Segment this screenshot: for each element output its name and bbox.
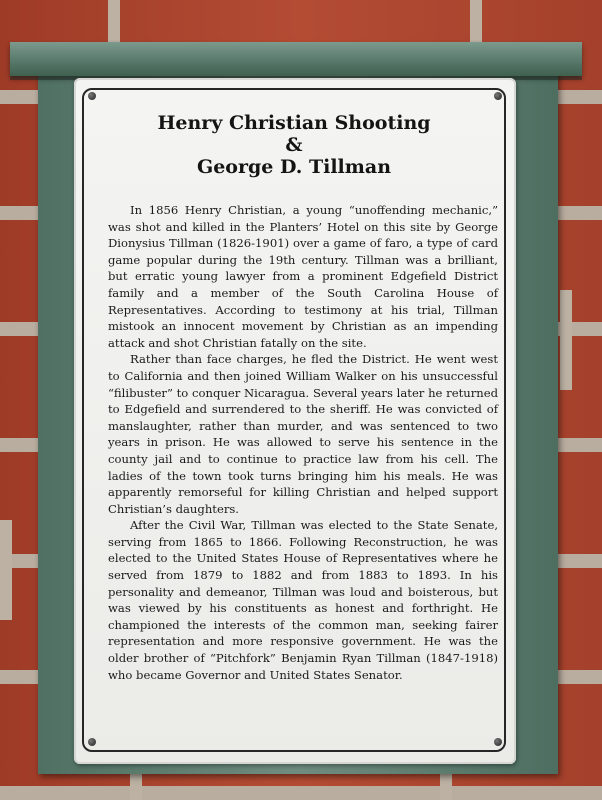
paragraph-1: In 1856 Henry Christian, a young “unoffending mechanic,” was shot and killed in the Planters’ Hotel on this site by George Dionysius Tillman (1826-1901) over a game of faro, a type of card game popular during the 19th century. Tillman was a brilliant, but erratic young lawyer from a prominent Edgefield District family and a member of the South Carolina House of Representatives. According to testimony at his trial, Tillman mistook an innocent movement by Christian as an impending attack and shot Christian fatally on the site. <box>108 203 498 350</box>
screw-icon <box>88 92 96 100</box>
screw-icon <box>494 738 502 746</box>
title-ampersand: & <box>285 134 303 156</box>
marker-title <box>94 112 494 178</box>
title-line-2: George D. Tillman <box>196 156 392 178</box>
mortar-joint <box>470 0 482 42</box>
screw-icon <box>494 92 502 100</box>
mortar-joint <box>0 520 12 620</box>
paragraph-3: After the Civil War, Tillman was elected to the State Senate, serving from 1865 to 1866. Following Reconstruction, he was elected to the United States House of Representatives where he served from 1879 to 1882 and from 1883 to 1893. In his personality and demeanor, Tillman was loud and boisterous, but was viewed by his constituents as honest and forthright. He championed the interests of the common man, seeking fairer representation and more responsive government. He was the older brother of “Pitchfork” Benjamin Ryan Tillman (1847-1918) who became Governor and United States Senator. <box>108 518 498 682</box>
marker-text <box>108 202 498 683</box>
title-line-1: Henry Christian Shooting <box>157 112 431 134</box>
historical-marker-plaque <box>74 78 516 764</box>
mortar-joint <box>560 290 572 390</box>
mortar-joint <box>440 770 452 800</box>
mortar-joint <box>130 770 142 800</box>
paragraph-2: Rather than face charges, he fled the District. He went west to California and then joined William Walker on his unsuccessful “filibuster” to conquer Nicaragua. Several years later he returned to Edgefield and surrendered to the sheriff. He was convicted of manslaughter, rather than murder, and was sentenced to two years in prison. He was allowed to serve his sentence in the county jail and to continue to practice law from his cell. The ladies of the town took turns bringing him his meals. He was apparently remorseful for killing Christian and helped support Christian’s daughters. <box>108 352 498 516</box>
marker-frame-top <box>10 42 582 76</box>
screw-icon <box>88 738 96 746</box>
mortar-joint <box>108 0 120 42</box>
